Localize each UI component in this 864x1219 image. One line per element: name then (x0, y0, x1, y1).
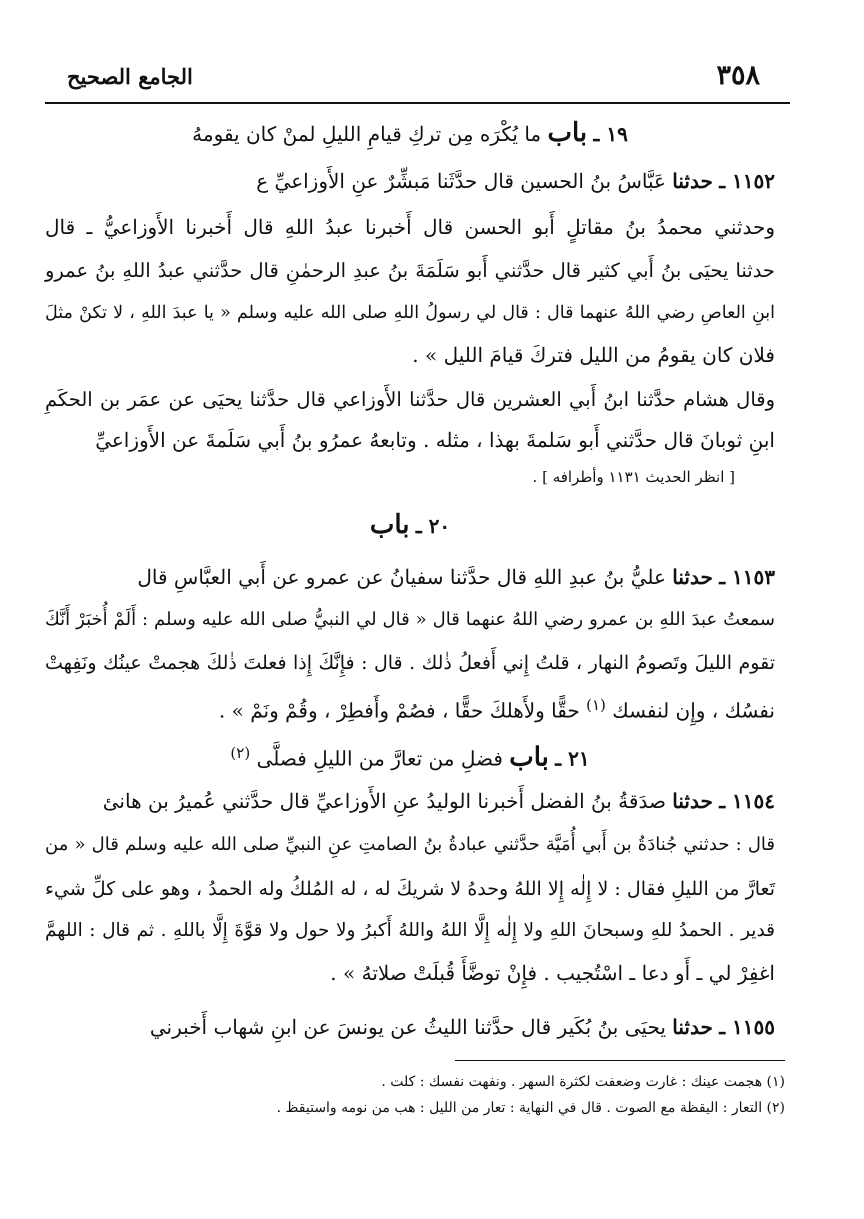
text-line: يحيَى بنُ بُكَير قال حدَّثنا الليثُ عن يونسَ عن ابنِ شهاب أَخبرني (149, 1015, 666, 1039)
chapter-number: ٢١ ـ (555, 746, 590, 771)
chapter-number: ٢٠ ـ (415, 514, 451, 538)
text-line: قدير . الحمدُ للهِ وسبحانَ اللهِ ولا إِلٰه إِلَّا اللهُ واللهُ أَكبرُ ولا حول ولا قوَّةَ إِلَّا باللهِ . ثم قال : اللهمَّ (45, 920, 775, 941)
text-line: عَبَّاسُ بنُ الحسين قال حدَّثَنا مَبشِّرٌ عنِ الأَوزاعيِّ ع (256, 169, 666, 193)
text-line: وحدثني محمدُ بنُ مقاتلٍ أَبو الحسن قال أَخبرنا عبدُ اللهِ قال أَخبرنا الأَوزاعيُّ ـ قال (45, 215, 775, 239)
hadith-number: ١١٥٥ ـ (719, 1015, 775, 1039)
hadith-1153-line (45, 562, 775, 592)
text-line: قال : حدثني جُنادَةُ بن أَبي أُمَيَّة حدَّثني عبادةُ بنُ الصامتِ عنِ النبيِّ صلى الله عليه وسلم قال « من (45, 834, 775, 855)
hadith-number: ١١٥٣ ـ (719, 565, 775, 589)
text-line: عليُّ بنُ عبدِ اللهِ قال حدَّثنا سفيانُ عن عمرو عن أَبي العبَّاسِ قال (137, 565, 666, 589)
haddathana-word: حدثنا (672, 565, 713, 589)
page-header (45, 58, 790, 104)
page-number: ٣٥٨ (716, 60, 760, 91)
chapter-bab: باب (509, 742, 549, 773)
running-title: الجامع الصحيح (67, 64, 193, 89)
haddathana-word: حدثنا (672, 789, 713, 813)
text-line: ابنِ ثوبانَ قال حدَّثني أَبو سَلمةَ بهذا ، مثله . وتابعهُ عمرُو بنُ أَبي سَلَمةَ عن الأَوزاعيِّ (95, 428, 775, 452)
text-line: حدثنا يحيَى بنُ أَبي كثير قال حدَّثني أَبو سَلَمَةَ بنُ عبدِ الرحمٰنِ قال حدَّثني عبدُ اللهِ بنُ عمرو (45, 259, 775, 282)
hadith-number: ١١٥٢ ـ (719, 169, 775, 193)
haddathana-word: حدثنا (672, 1015, 713, 1039)
chapter-20-heading (45, 510, 775, 541)
footnote-rule (455, 1060, 785, 1061)
hadith-1155-line (45, 1012, 775, 1042)
text-line: تقوم الليلَ وتَصومُ النهار ، قلتُ إِني أَفعلُ ذٰلك . قال : فإِنَّكَ إِذا فعلتَ ذٰلكَ هجمتْ عينُك ونَفِهتْ (45, 652, 775, 674)
text-line: تَعارَّ من الليلِ فقال : لا إِلٰه إِلا اللهُ وحدهُ لا شريكَ له ، له المُلكُ وله الحمدُ ، وهو على كلِّ شيء (45, 878, 775, 900)
footnote-marker: (١) (586, 696, 606, 714)
chapter-bab: باب (369, 510, 410, 540)
footnote-marker: (٢) (230, 744, 251, 762)
text-line: ابنِ العاصِ رضي اللهُ عنهما قال : قال لي رسولُ اللهِ صلى الله عليه وسلم « يا عبدَ اللهِ ، لا تكنْ مثلَ (45, 303, 775, 323)
chapter-bab: باب (547, 118, 588, 148)
cross-reference: [ انظر الحديث ١١٣١ وأطرافه ] . (532, 468, 735, 486)
text-line: فلان كان يقومُ من الليل فتركَ قيامَ الليل » . (412, 343, 775, 367)
hadith-1152-line (45, 166, 775, 196)
text-line: صدَقةُ بنُ الفضل أَخبرنا الوليدُ عنِ الأَوزاعيِّ قال حدَّثني عُميرُ بن هانئ (102, 789, 666, 813)
text-line: وقال هشام حدَّثنا ابنُ أَبي العشرين قال حدَّثنا الأَوزاعي قال حدَّثنا يحيَى عن عمَر بن الحكَمِ (45, 388, 775, 411)
chapter-title: ما يُكْرَه مِن تركِ قيامِ الليلِ لمنْ كان يقومهُ (192, 122, 542, 146)
hadith-number: ١١٥٤ ـ (719, 789, 775, 813)
chapter-number: ١٩ ـ (593, 122, 628, 146)
text-line: نفسُك ، وإِن لنفسك $^{(١)}$ حقًّا ولأَهلكَ حقًّا ، فصُمْ وأَفطِرْ ، وقُمْ ونَمْ » . (218, 696, 775, 723)
text-line: اغفِرْ لي ـ أَو دعا ـ اسْتُجيب . فإِنْ توضَّأَ قُبلَتْ صلاتهُ » . (330, 961, 775, 985)
footnote-2: (٢) التعار : اليقظة مع الصوت . قال في النهاية : تعار من الليل : هب من نومه واستيقظ . (276, 1100, 785, 1116)
chapter-21-heading (45, 738, 775, 774)
footnote-1: (١) هجمت عينك : غارت وضعفت لكثرة السهر . ونفهت نفسك : كلت . (381, 1074, 785, 1090)
chapter-title: فضلِ من تعارَّ من الليلِ فصلَّى (256, 746, 503, 771)
hadith-1154-line (45, 786, 775, 816)
text-line: سمعتُ عبدَ اللهِ بن عمرو رضي اللهُ عنهما قال « قال لي النبيُّ صلى الله عليه وسلم : أَلَمْ أُخبَرْ أَنَّكَ (45, 609, 775, 630)
chapter-19-heading (45, 118, 775, 149)
haddathana-word: حدثنا (672, 169, 713, 193)
